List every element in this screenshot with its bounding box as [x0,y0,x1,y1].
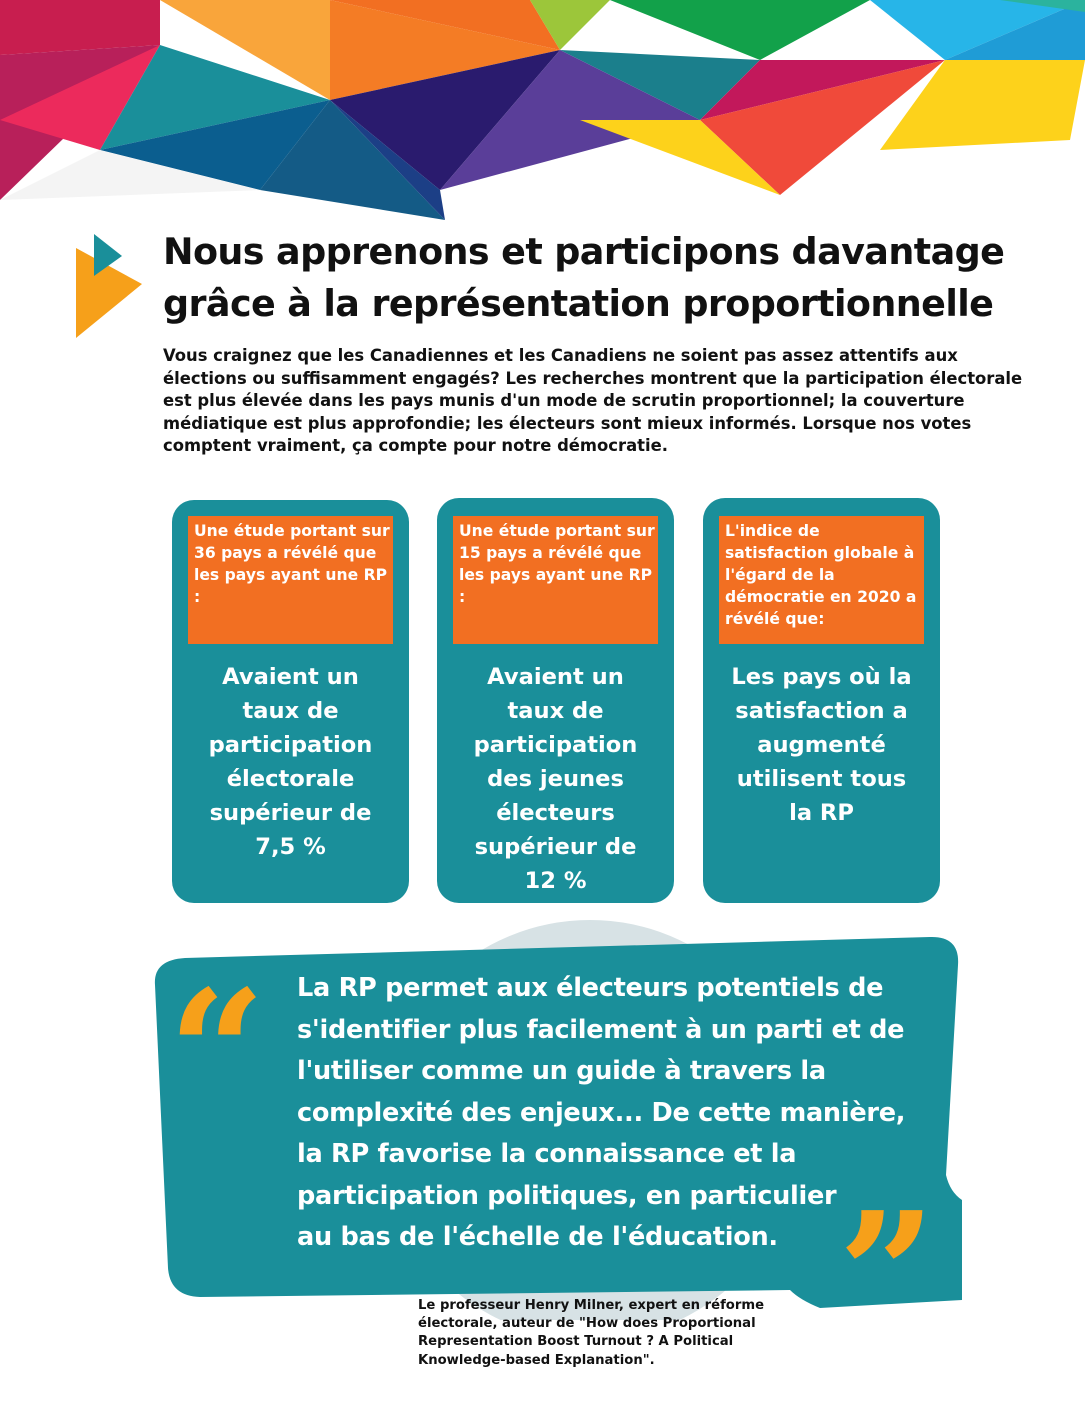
stat-card-1-heading: Une étude portant sur 36 pays a révélé que les pays ayant une RP : [188,516,393,644]
quote-line: la RP favorise la connaissance et la [297,1139,797,1169]
logo-arrow-icon [76,234,142,338]
stat-card-3 [703,498,940,903]
quote-line: l'utiliser comme un guide à travers la [297,1056,826,1086]
stat-card-2-result: Avaient un taux de participation des jeunes électeurs supérieur de 12 % [473,664,638,894]
decorative-triangle-banner [0,0,1085,230]
stat-card-1-result: Avaient un taux de participation électorale supérieur de 7,5 % [208,664,373,860]
stat-card-3-result: Les pays où la satisfaction a augmenté utilisent tous la RP [731,664,912,826]
quote-text [297,968,917,1259]
stat-card-1 [172,500,409,903]
quote-line: au bas de l'échelle de l'éducation. [297,1222,778,1252]
title-line-2: grâce à la représentation proportionnelle [163,282,994,325]
close-quote-mark: ” [838,1175,936,1375]
title-line-1: Nous apprenons et participons davantage [163,230,1005,273]
stat-card-2-heading: Une étude portant sur 15 pays a révélé que les pays ayant une RP : [453,516,658,644]
intro-paragraph: Vous craignez que les Canadiennes et les Canadiens ne soient pas assez attentifs aux élections ou suffisamment engagés? Les recherches montrent que la participation électorale est plus élevée dans les pays munis d'un mode de scrutin proportionnel; la couverture médiatique est plus approfondie; les électeurs sont mieux informés. Lorsque nos votes comptent vraiment, ça compte pour notre démocratie. [163,346,1023,455]
stat-card-2 [437,498,674,903]
stat-card-3-heading: L'indice de satisfaction globale à l'égard de la démocratie en 2020 a révélé que: [719,516,924,644]
quote-line: s'identifier plus facilement à un parti et de [297,1014,905,1045]
quote-line: La RP permet aux électeurs potentiels de [297,973,884,1003]
open-quote-mark: “ [168,953,266,1153]
quote-line: complexité des enjeux... De cette manière, [297,1097,906,1128]
quote-attribution: Le professeur Henry Milner, expert en réforme électorale, auteur de "How does Proportional Representation Boost Turnout ? A Political Knowledge-based Explanation". [418,1298,765,1368]
quote-line: participation politiques, en particulier [297,1180,837,1211]
page-title [163,226,1068,330]
